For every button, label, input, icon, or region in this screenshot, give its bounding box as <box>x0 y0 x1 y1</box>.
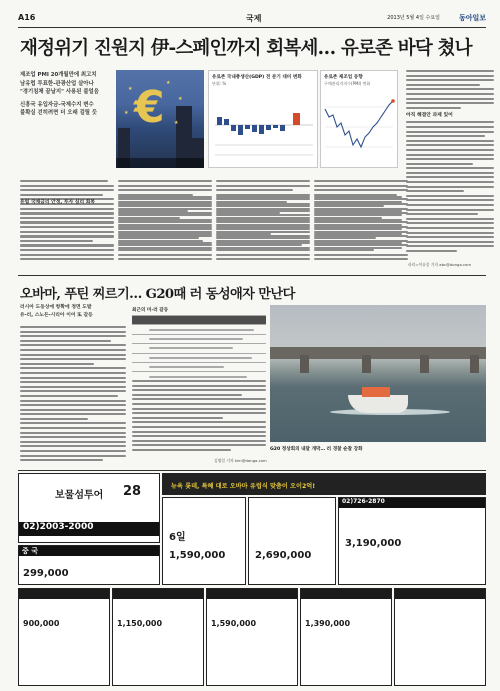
article1-lead <box>20 71 110 118</box>
table-row <box>132 362 266 371</box>
lead-line: 제조업 PMI 20개월만에 최고치 <box>20 72 97 78</box>
section-name: 국제 <box>246 14 262 23</box>
photo-caption <box>270 446 486 452</box>
article1-text-column <box>20 196 114 270</box>
article2-byline: 김영일 기자 kim@donga.com <box>214 458 267 463</box>
gdp-chart <box>208 70 318 168</box>
page-header <box>18 8 486 28</box>
pmi-chart <box>320 70 398 168</box>
tour-ad[interactable] <box>248 497 336 585</box>
divider <box>18 470 486 471</box>
issue-date: 2013년 5월 4일 수요일 <box>387 15 440 21</box>
euro-sign-icon: € <box>134 82 165 133</box>
headline-obama-putin: 오바마, 푸틴 찌르기… G20때 러 동성애자 만난다 <box>20 287 295 302</box>
ad-price: 900,000 <box>23 619 60 628</box>
tour-ad[interactable] <box>18 588 110 686</box>
travel-ad[interactable] <box>18 473 160 543</box>
lead-line: 러시아 도동상에 항확에 정면 도발 <box>20 305 92 310</box>
table-row <box>132 324 266 333</box>
table-title: 최근의 미-러 갈등 <box>132 308 169 313</box>
ad-phone: 02)726-2870 <box>339 498 485 508</box>
ad-banner-text: 뉴욕 롯데, 특혜 대로 오바마 유럽식 맞춤이 오이2억! <box>171 483 316 490</box>
ad-banner[interactable] <box>162 473 486 495</box>
article1-text-column <box>406 70 494 270</box>
chart-title: 유로존 제조업 동향 <box>324 75 363 80</box>
us-russia-conflict-table <box>132 307 266 381</box>
ad-price: 1,150,000 <box>117 619 163 628</box>
ad-price: 299,000 <box>23 568 69 579</box>
pmi-chart-plot <box>321 87 397 165</box>
tour-ad[interactable] <box>394 588 486 686</box>
headline-eurozone: 재정위기 진원지 伊-스페인까지 회복세… 유로존 바닥 쳤나 <box>20 38 472 59</box>
lead-line: 불확실 걷히려면 더 오래 걸릴 듯 <box>20 110 98 117</box>
ad-price: 1,390,000 <box>305 619 351 628</box>
tour-ad[interactable] <box>162 497 246 585</box>
article2-lead <box>20 304 118 320</box>
tour-ad[interactable] <box>300 588 392 686</box>
table-row <box>132 343 266 352</box>
article1-subhead: 아직 해결안 과제 있어 <box>406 113 453 119</box>
tour-ad[interactable] <box>112 588 204 686</box>
chart-subtitle: 구매관리자지수(PMI) 변화 <box>324 81 371 86</box>
page-number: A16 <box>18 13 36 22</box>
euro-sculpture-photo: € ★ ★ ★ ★ ★ <box>116 70 204 168</box>
ad-label: 6일 <box>169 532 186 543</box>
ad-badge: 28 <box>123 484 142 499</box>
lead-line: 남유럽 투표한-관광산업 살아나 <box>20 80 94 87</box>
ad-price: 1,590,000 <box>211 619 257 628</box>
table-row <box>132 353 266 362</box>
article1-text-column <box>314 196 402 270</box>
ad-region: 중 국 <box>19 546 159 556</box>
table-header-row <box>132 315 266 324</box>
ad-phone: 02)2003-2000 <box>19 522 159 536</box>
article1-subhead: 유럽 국채금리 안정, 투자 심리 회복 <box>20 200 96 205</box>
newspaper-name: 동아일보 <box>458 13 486 22</box>
article2-text-column <box>20 326 126 462</box>
lead-line: 신흥국 유입자금-국제수지 변수 <box>20 101 94 108</box>
ad-price: 1,590,000 <box>169 550 226 561</box>
ad-price: 2,690,000 <box>255 550 312 561</box>
lead-line: 유-러, 스노든-시리아 이어 또 갈등 <box>20 313 93 318</box>
ad-price: 3,190,000 <box>345 538 402 549</box>
chart-unit: 단위: % <box>212 81 227 86</box>
hanjin-travel-ad[interactable] <box>338 497 486 585</box>
china-tour-ad[interactable] <box>18 545 160 585</box>
tour-ad[interactable] <box>206 588 298 686</box>
gdp-chart-plot <box>209 87 317 165</box>
chart-title: 유로존 국내총생산(GDP) 전 분기 대비 변화 <box>212 75 302 80</box>
advertiser-name: 보물섬투어 <box>55 490 104 501</box>
photo-caption-title: G20 정상회의 내달 개막… 러 경찰 순찰 강화 <box>270 447 363 452</box>
article1-text-column <box>216 196 310 270</box>
table-row <box>132 334 266 343</box>
article2-text-column <box>132 380 266 460</box>
article1-text-column <box>118 196 212 270</box>
police-boat-photo <box>270 305 486 442</box>
divider <box>18 275 486 276</box>
article1-byline: 파리=이유종 기자 abc@donga.com <box>408 262 472 267</box>
lead-line: "경기침체 끝날지" 사용된 불얼음 <box>20 89 99 96</box>
